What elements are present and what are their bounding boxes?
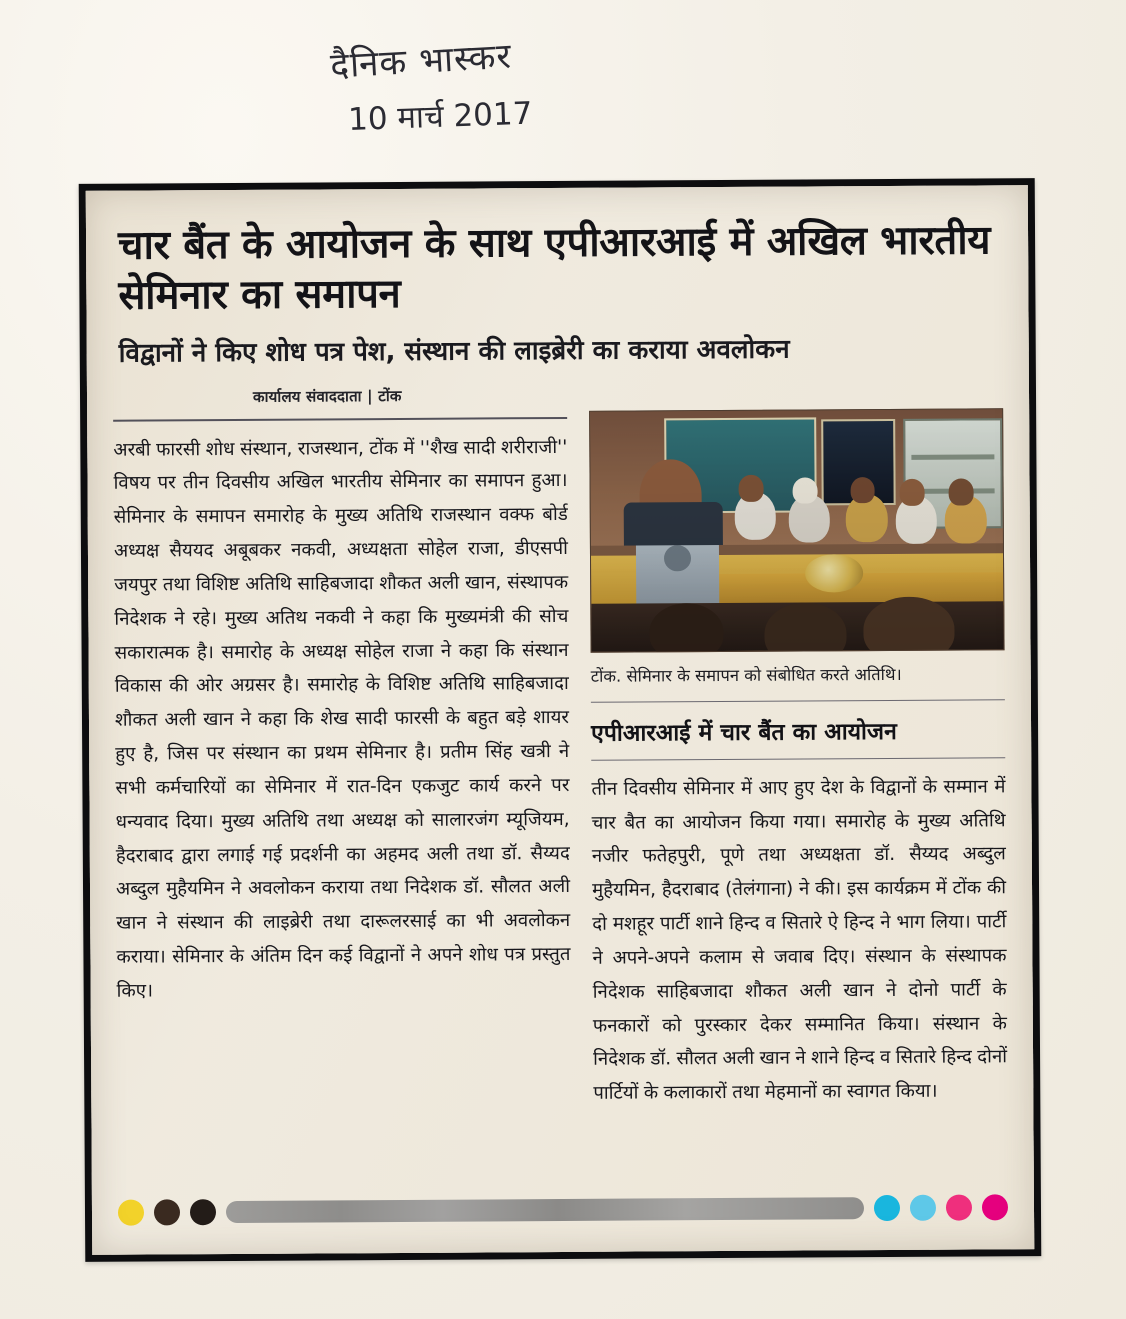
page-title: चार बैंत के आयोजन के साथ एपीआरआई में अखिल भारतीय सेमिनार का समापन <box>117 217 991 320</box>
article-body-left: अरबी फारसी शोध संस्थान, राजस्थान, टोंक में ''शैख सादी शरीराजी'' विषय पर तीन दिवसीय अखिल भारतीय सेमिनार का समापन हुआ। सेमिनार के समापन समारोह के मुख्य अतिथि राजस्थान वक्फ बोर्ड अध्यक्ष सैययद अबूबकर नकवी, अध्यक्षता सोहेल राजा, डीएसपी जयपुर तथा विशिष्ट अतिथि साहिबजादा शौकत अली खान, संस्थापक निदेशक ने रहे। मुख्य अतिथ नकवी ने कहा कि मुख्यमंत्री की सोच सकारात्मक है। समारोह के अध्यक्ष सोहेल राजा ने कहा कि संस्थान विकास की ओर अग्रसर है। समारोह के विशिष्ट अतिथि साहिबजादा शौकत अली खान ने कहा कि शेख सादी फारसी के बहुत बड़े शायर हुए है, जिस पर संस्थान का प्रथम सेमिनार है। प्रतीम सिंह खत्री ने सभी कर्मचारियों का सेमिनार में रात-दिन एकजुट कार्य करने पर धन्यवाद दिया। मुख्य अतिथि तथा अध्यक्ष को सालारजंग म्यूजियम, हैदराबाद द्वारा लगाई गई प्रदर्शनी का अहमद अली तथा डॉ. सैय्यद अब्दुल मुहैयमिन ने अवलोकन कराया तथा निदेशक डॉ. सौलत अली खान ने संस्थान की लाइब्रेरी तथा दारूलरसाई का भी अवलोकन कराया। सेमिनार के अंतिम दिन कई विद्वानों ने अपने शोध पत्र प्रस्तुत किए। <box>113 436 571 1002</box>
registration-dot-magenta <box>946 1194 972 1220</box>
registration-dot-cyan <box>874 1195 900 1221</box>
section-underline-rule <box>591 757 1005 761</box>
byline: कार्यालय संवाददाता | टोंक <box>252 386 402 406</box>
newspaper-clipping <box>79 178 1042 1262</box>
registration-dot-black <box>190 1199 216 1225</box>
left-column <box>113 411 571 1114</box>
seminar-photo <box>589 408 1004 653</box>
handwritten-publication-name: दैनिक भास्कर <box>329 36 513 87</box>
registration-dot-brown <box>154 1199 180 1225</box>
handwritten-date: 10 मार्च 2017 <box>347 95 533 139</box>
registration-dot-pink <box>982 1194 1008 1220</box>
print-registration-bar <box>118 1191 1008 1228</box>
right-column <box>589 408 1007 1111</box>
photo-caption: टोंक. सेमिनार के समापन को संबोधित करते अतिथि। <box>590 664 902 686</box>
registration-dot-yellow <box>118 1200 144 1226</box>
section-divider-rule <box>591 699 1005 703</box>
registration-dot-lightcyan <box>910 1195 936 1221</box>
sub-headline: विद्वानों ने किए शोध पत्र पेश, संस्थान की लाइब्रेरी का कराया अवलोकन <box>118 334 790 369</box>
column-divider-rule <box>113 417 567 422</box>
registration-gray-strip <box>226 1197 864 1223</box>
handwritten-annotation <box>329 30 750 139</box>
article-body-right: तीन दिवसीय सेमिनार में आए हुए देश के विद्वानों के सम्मान में चार बैत का आयोजन किया गया। समारोह के मुख्य अतिथि नजीर फतेहपुरी, पूणे तथा अध्यक्षता डॉ. सैय्यद अब्दुल मुहैयमिन, हैदराबाद (तेलंगाना) ने की। इस कार्यक्रम में टोंक की दो मशहूर पार्टी शाने हिन्द व सितारे ऐ हिन्द ने भाग लिया। पार्टी ने अपने-अपने कलाम से जवाब दिए। संस्थान के संस्थापक निदेशक साहिबजादा शौकत अली खान ने दोनो पार्टी के फनकारों को पुरस्कार देकर सम्मानित किया। संस्थान के निदेशक डॉ. सौलत अली खान ने शाने हिन्द व सितारे हिन्द दोनों पार्टियों के कलाकारों तथा मेहमानों का स्वागत किया। <box>591 775 1008 1104</box>
section-heading: एपीआरआई में चार बैंत का आयोजन <box>591 718 897 747</box>
